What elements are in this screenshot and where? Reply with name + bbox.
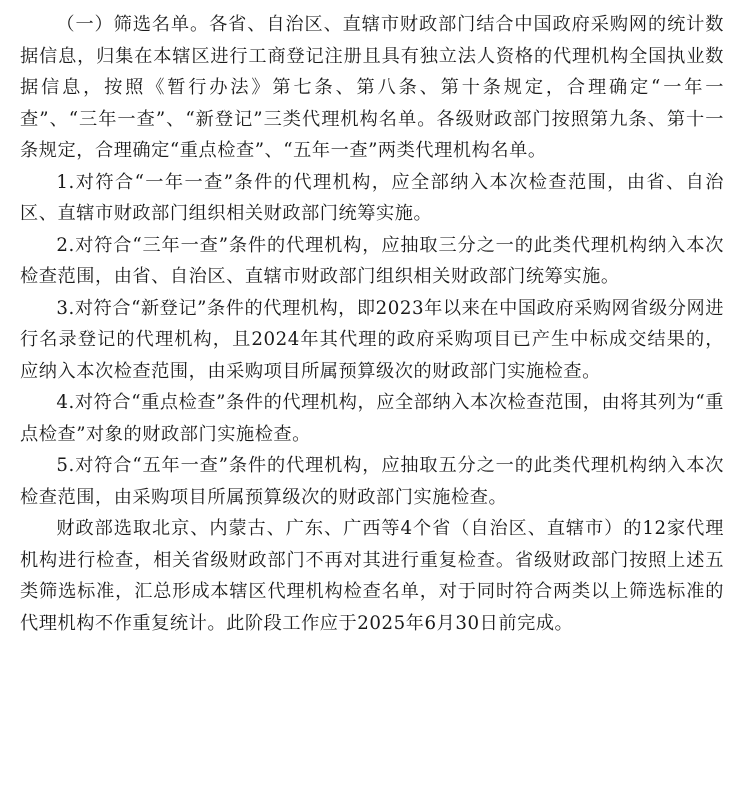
paragraph-item-2-three-year: 2.对符合“三年一查”条件的代理机构，应抽取三分之一的此类代理机构纳入本次检查范围，由省、自治区、直辖市财政部门组织相关财政部门统筹实施。 <box>20 234 724 287</box>
paragraph-ministry-selection: 财政部选取北京、内蒙古、广东、广西等4个省（自治区、直辖市）的12家代理机构进行检查，相关省级财政部门不再对其进行重复检查。省级财政部门按照上述五类筛选标准，汇总形成本辖区代理机构检查名单，对于同时符合两类以上筛选标准的代理机构不作重复统计。此阶段工作应于2025年6月30日前完成。 <box>20 518 724 634</box>
paragraph-item-1-annual: 1.对符合“一年一查”条件的代理机构，应全部纳入本次检查范围，由省、自治区、直辖市财政部门组织相关财政部门统筹实施。 <box>20 171 724 224</box>
paragraph-item-3-new-registration: 3.对符合“新登记”条件的代理机构，即2023年以来在中国政府采购网省级分网进行名录登记的代理机构，且2024年其代理的政府采购项目已产生中标成交结果的，应纳入本次检查范围，由采购项目所属预算级次的财政部门实施检查。 <box>20 297 724 382</box>
paragraph-item-4-key-inspection: 4.对符合“重点检查”条件的代理机构，应全部纳入本次检查范围，由将其列为“重点检查”对象的财政部门实施检查。 <box>20 392 724 445</box>
paragraph-item-5-five-year: 5.对符合“五年一查”条件的代理机构，应抽取五分之一的此类代理机构纳入本次检查范围，由采购项目所属预算级次的财政部门实施检查。 <box>20 455 724 508</box>
paragraph-screening-list: （一）筛选名单。各省、自治区、直辖市财政部门结合中国政府采购网的统计数据信息，归集在本辖区进行工商登记注册且具有独立法人资格的代理机构全国执业数据信息，按照《暂行办法》第七条、第八条、第十条规定，合理确定“一年一查”、“三年一查”、“新登记”三类代理机构名单。各级财政部门按照第九条、第十一条规定，合理确定“重点检查”、“五年一查”两类代理机构名单。 <box>20 14 724 161</box>
